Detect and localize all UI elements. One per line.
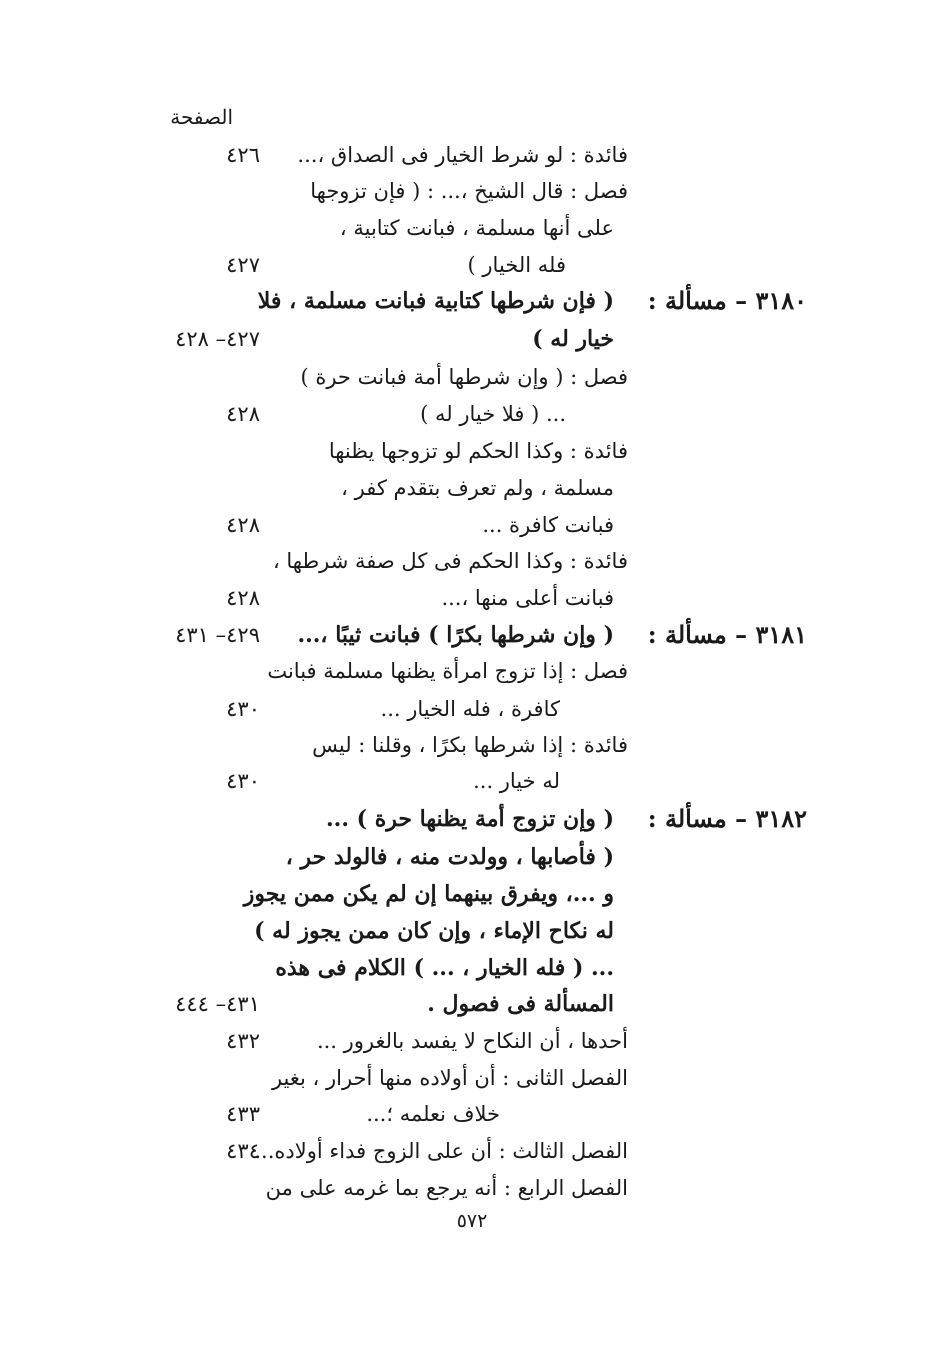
entry-text: فله الخيار ) <box>467 253 566 277</box>
entry-text: مسلمة ، ولم تعرف بتقدم كفر ، <box>341 476 614 500</box>
entry-text: فبانت كافرة ... <box>482 513 614 537</box>
entry-page: ٤٣٠ <box>226 697 260 721</box>
page-number: ٥٧٢ <box>456 1210 488 1232</box>
entry-page: ٤٢٦ <box>226 143 260 167</box>
masala-text: ( وإن تزوج أمة يظنها حرة ) ... <box>326 806 614 832</box>
page-column-header: الصفحة <box>170 105 233 129</box>
entry-text: الفصل الثانى : أن أولاده منها أحرار ، بغير <box>271 1066 628 1090</box>
entry-page: ٤٣٤ <box>226 1139 260 1163</box>
entry-text: الفصل الرابع : أنه يرجع بما غرمه على من <box>265 1176 628 1200</box>
entry-text: فصل : إذا تزوج امرأة يظنها مسلمة فبانت <box>267 659 628 683</box>
entry-text: فائدة : وكذا الحكم لو تزوجها يظنها <box>328 439 628 463</box>
entry-text: ... ( فلا خيار له ) <box>420 402 566 426</box>
entry-text: فائدة : لو شرط الخيار فى الصداق ،... <box>297 143 628 167</box>
masala-text: ... ( فله الخيار ، ... ) الكلام فى هذه <box>275 955 614 981</box>
entry-page: ٤٢٨ <box>226 586 260 610</box>
entry-page: ٤٢٧– ٤٢٨ <box>175 327 260 351</box>
entry-text: فائدة : وكذا الحكم فى كل صفة شرطها ، <box>272 549 628 573</box>
entry-text: خلاف نعلمه ؛... <box>366 1102 500 1126</box>
masala-text: و ...، ويفرق بينهما إن لم يكن ممن يجوز <box>243 881 614 907</box>
masala-text: ( وإن شرطها بكرًا ) فبانت ثيبًا ،... <box>297 622 614 648</box>
entry-text: على أنها مسلمة ، فبانت كتابية ، <box>339 216 614 240</box>
entry-page: ٤٢٩– ٤٣١ <box>175 623 260 647</box>
entry-text: فصل : قال الشيخ ،... : ( فإن تزوجها <box>310 179 628 203</box>
entry-page: ٤٣٣ <box>226 1102 260 1126</box>
entry-text: فصل : ( وإن شرطها أمة فبانت حرة ) <box>300 365 628 389</box>
entry-text: أحدها ، أن النكاح لا يفسد بالغرور ... <box>316 1029 628 1053</box>
masala-number: ٣١٨٠ – مسألة : <box>647 286 807 315</box>
masala-text: خيار له ) <box>532 326 614 352</box>
entry-text: فبانت أعلى منها ،... <box>441 586 614 610</box>
entry-page: ٤٢٨ <box>226 402 260 426</box>
masala-text: ( فإن شرطها كتابية فبانت مسلمة ، فلا <box>257 288 614 314</box>
entry-text: الفصل الثالث : أن على الزوج فداء أولاده... <box>254 1139 628 1163</box>
masala-number: ٣١٨١ – مسألة : <box>647 620 807 649</box>
entry-text: فائدة : إذا شرطها بكرًا ، وقلنا : ليس <box>312 733 628 757</box>
entry-page: ٤٣٢ <box>226 1029 260 1053</box>
entry-text: له خيار ... <box>473 769 560 793</box>
masala-text: ( فأصابها ، وولدت منه ، فالولد حر ، <box>285 844 614 870</box>
entry-page: ٤٣١– ٤٤٤ <box>175 992 260 1016</box>
entry-page: ٤٣٠ <box>226 769 260 793</box>
entry-page: ٤٢٧ <box>226 253 260 277</box>
entry-page: ٤٢٨ <box>226 513 260 537</box>
masala-text: المسألة فى فصول . <box>427 991 614 1017</box>
masala-number: ٣١٨٢ – مسألة : <box>647 804 807 833</box>
masala-text: له نكاح الإماء ، وإن كان ممن يجوز له ) <box>254 918 614 944</box>
entry-text: كافرة ، فله الخيار ... <box>380 697 560 721</box>
